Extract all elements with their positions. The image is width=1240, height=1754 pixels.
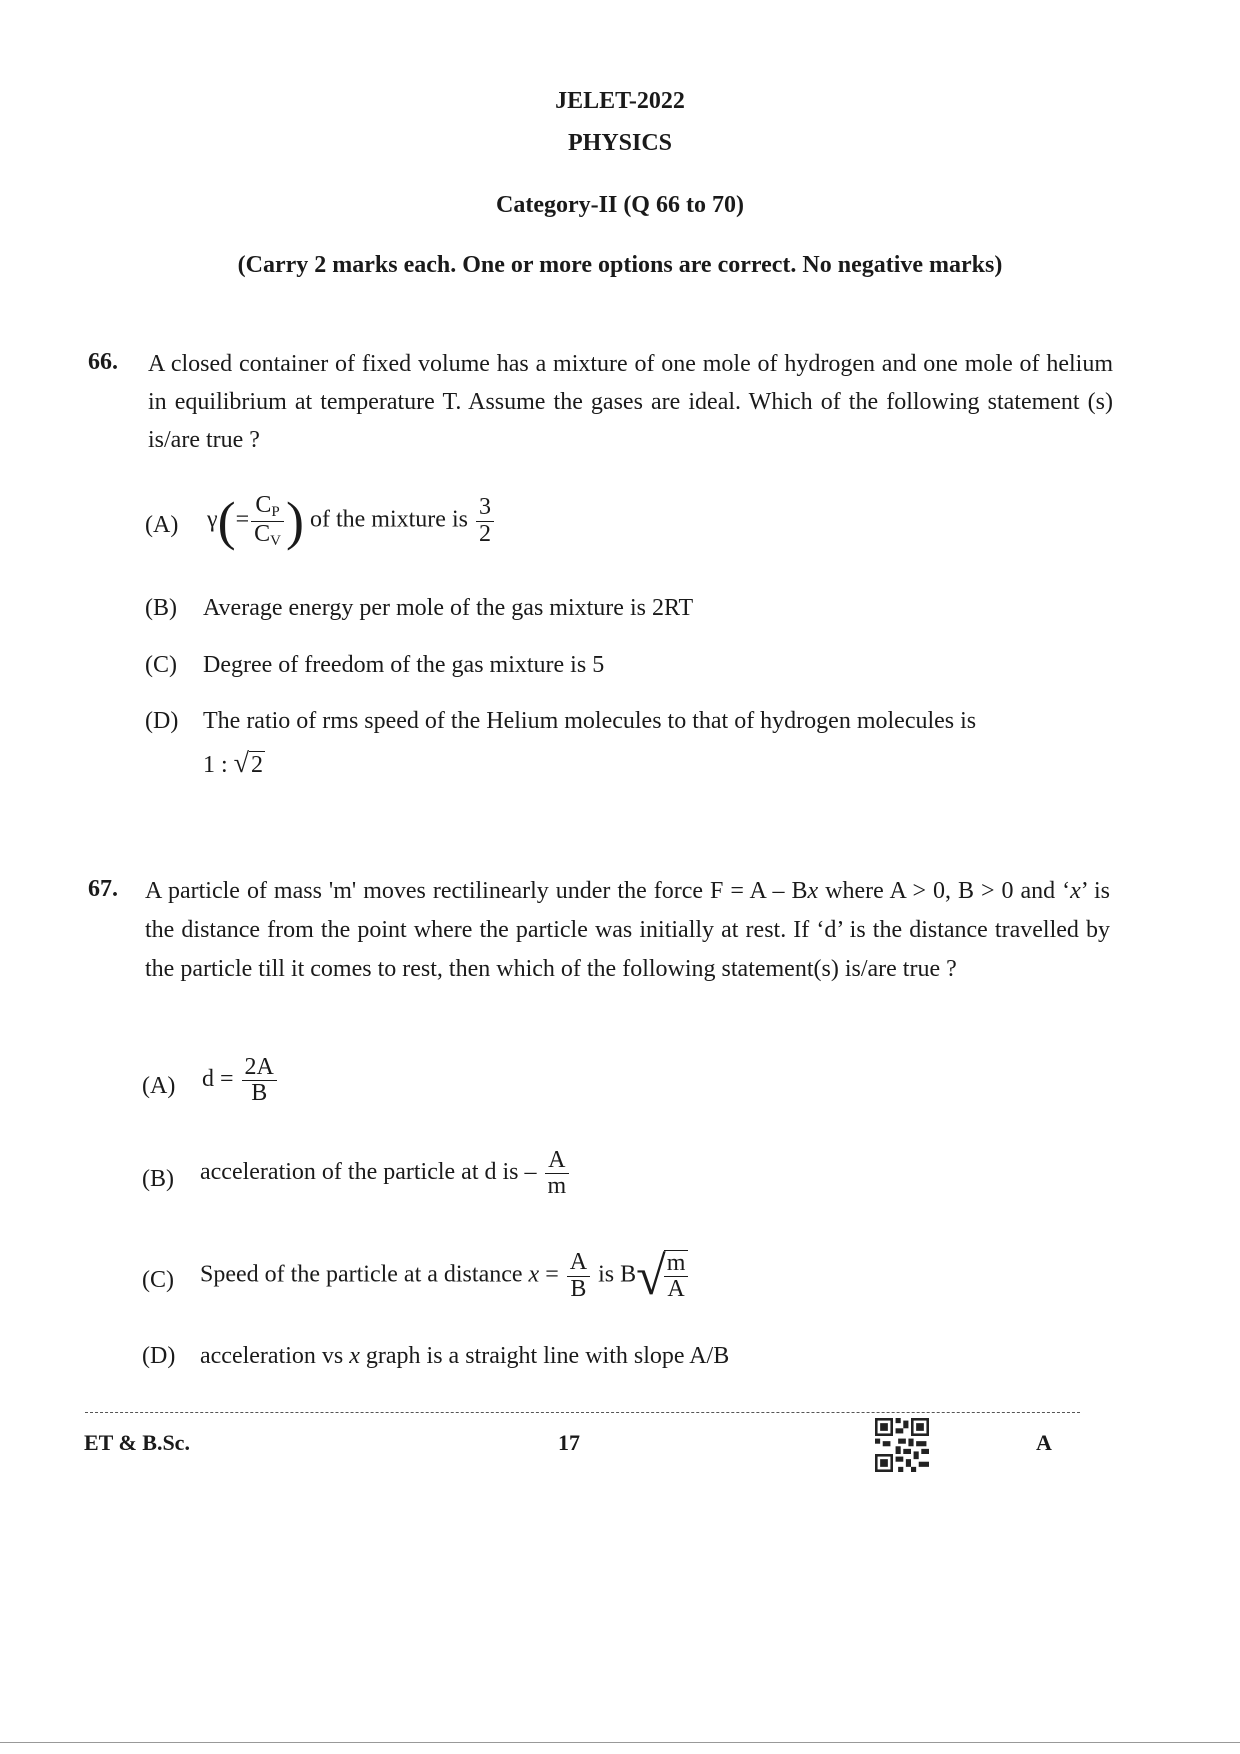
question-text [145, 872, 1110, 989]
page-bottom-rule [0, 1742, 1240, 1743]
option-text: Average energy per mole of the gas mixture is 2RT [203, 595, 694, 621]
numerator: m [664, 1251, 689, 1277]
numerator: A [545, 1148, 570, 1174]
cp-cv-fraction [251, 493, 284, 550]
option-label: (A) [145, 512, 179, 538]
question-text-part: ’ is the distance from the point where the particle was initially at rest. If ‘d’ is the distance travelled by the particle till it comes to rest, then which of the following statement(s) is/are true ? [145, 878, 1110, 982]
option-text: The ratio of rms speed of the Helium molecules to that of hydrogen molecules is [203, 708, 977, 734]
ratio-left: 1 : [203, 752, 228, 778]
option-label: (C) [142, 1267, 174, 1293]
question-text: A closed container of fixed volume has a mixture of one mole of hydrogen and one mole of helium in equilibrium at temperature T. Assume the gases are ideal. Which of the following statement (s) is/are true ? [148, 351, 1113, 453]
equals-sign: = [545, 1261, 559, 1288]
numerator: A [567, 1250, 590, 1276]
option-text-part: acceleration vs [200, 1343, 344, 1369]
denominator: B [570, 1275, 587, 1302]
option-text-part: graph is a straight line with slope A/B [365, 1343, 730, 1369]
radical-sign: √ [636, 1246, 666, 1306]
numerator-subscript: P [271, 503, 280, 520]
denominator: C [254, 520, 271, 547]
option-text: acceleration of the particle at d is – [200, 1159, 537, 1186]
option-mid-text: of the mixture is [309, 506, 468, 533]
denominator: 2 [478, 520, 491, 547]
numerator: 3 [476, 495, 494, 521]
option-formula [200, 1148, 571, 1199]
instructions: (Carry 2 marks each. One or more options are correct. No negative marks) [237, 252, 1003, 278]
category-title: Category-II (Q 66 to 70) [496, 192, 744, 218]
question-number: 67. [88, 876, 118, 902]
variable-x: x [1070, 878, 1081, 904]
lhs: d = [202, 1066, 234, 1093]
variable-x: x [807, 878, 819, 904]
option-label: (B) [142, 1166, 174, 1192]
footer-stream: ET & B.Sc. [84, 1430, 190, 1455]
option-label: (A) [142, 1073, 176, 1099]
option-text: Degree of freedom of the gas mixture is 5 [203, 652, 605, 678]
equals-sign: = [235, 506, 250, 533]
option-text: Speed of the particle at a distance [200, 1261, 523, 1288]
question-set: A [1036, 1430, 1052, 1455]
denominator: A [667, 1276, 685, 1302]
qr-code-icon [875, 1418, 929, 1472]
radicand: 2 [251, 752, 264, 778]
denominator: B [251, 1080, 268, 1107]
radical-sign: √ [233, 748, 250, 779]
variable-x: x [528, 1261, 540, 1288]
question-number: 66. [88, 349, 118, 375]
fraction [545, 1148, 570, 1199]
fraction [242, 1055, 277, 1106]
numerator: C [255, 491, 272, 518]
page-number: 17 [558, 1430, 580, 1455]
option-text [200, 1343, 729, 1370]
question-text-part: A particle of mass 'm' moves rectilinearly under the force F = A – B [145, 878, 808, 904]
denominator: m [547, 1173, 567, 1200]
option-formula [202, 1055, 279, 1106]
numerator: 2A [242, 1055, 277, 1081]
fraction [567, 1250, 590, 1301]
gamma-symbol: γ [207, 506, 218, 533]
option-label: (D) [142, 1343, 176, 1369]
option-label: (D) [145, 708, 179, 734]
option-mid-text: is B [598, 1261, 637, 1288]
ratio-expression [203, 748, 265, 780]
denominator-subscript: V [270, 532, 281, 549]
subject-title: PHYSICS [567, 130, 673, 156]
option-formula [200, 1245, 688, 1307]
question-text-part: where A > 0, B > 0 and ‘ [818, 878, 1071, 904]
footer-divider [85, 1412, 1080, 1413]
variable-x: x [349, 1343, 360, 1369]
option-label: (B) [145, 595, 177, 621]
option-label: (C) [145, 652, 177, 678]
root-fraction [664, 1250, 689, 1302]
exam-title: JELET-2022 [555, 88, 685, 114]
three-halves-fraction [476, 495, 494, 546]
option-formula: γ(= $\frac{C_P}{C_V}$ ) of the mixture is $\frac{3}{2}$ [207, 490, 496, 552]
